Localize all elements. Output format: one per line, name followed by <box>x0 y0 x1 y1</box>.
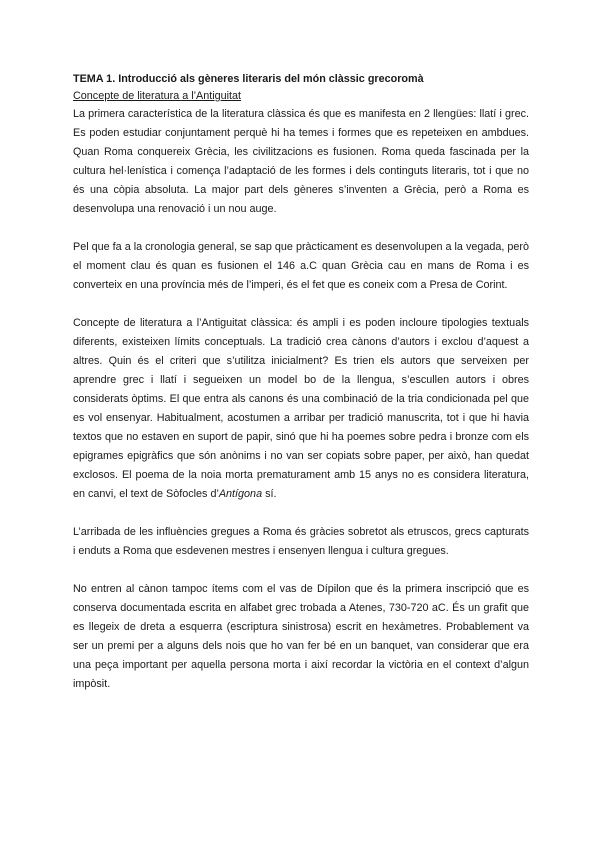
paragraph-gap <box>73 504 529 523</box>
paragraph-languages: La primera característica de la literatura clàssica és que es manifesta en 2 llengües: llatí i grec. Es poden estudiar conjuntament perquè hi ha temes i formes que es repeteixen en ambdues. Quan Roma conquereix Grècia, les civilitzacions es fusionen. Roma queda fascinada per la cultura hel·lenística i comença l’adaptació de les formes i dels continguts literaris, tot i que no és una còpia absoluta. La major part dels gèneres s’inventen a Grècia, però a Roma es desenvolupa una renovació i un nou auge. <box>73 108 529 215</box>
paragraph-gap <box>73 295 529 314</box>
paragraph-gap <box>73 219 529 238</box>
document-page <box>73 71 529 694</box>
document-title: TEMA 1. Introducció als gèneres literaris del món clàssic grecoromà <box>73 73 424 85</box>
paragraph-chronology: Pel que fa a la cronologia general, se sap que pràcticament es desenvolupen a la vegada, però el moment clau és quan es fusionen el 146 a.C quan Grècia cau en mans de Roma i es converteix en una província més de l’imperi, és el fet que es coneix com a Presa de Corint. <box>73 241 529 291</box>
paragraph-influences: L’arribada de les influències gregues a Roma és gràcies sobretot als etruscos, grecs capturats i enduts a Roma que esdevenen mestres i ensenyen llengua i cultura gregues. <box>73 526 529 557</box>
paragraph-gap <box>73 561 529 580</box>
paragraph-concept-text: Concepte de literatura a l’Antiguitat clàssica: és ampli i es poden incloure tipologies textuals diferents, existeixen límits conceptuals. La tradició crea cànons d’autors i exclou d’aquest a altres. Quin és el criteri que s’utilitza inicialment? Es trien els autors que serveixen per aprendre grec i llatí i segueixen un model bo de la llengua, s’escullen autors i obres considerats òptims. El que entra als canons és una combinació de la tria condicionada pel que es vol ensenyar. Habitualment, acostumen a arribar per tradició manuscrita, tot i que hi havia textos que no estaven en suport de papir, sinó que hi ha poemes sobre pedra i bronze com els epigrames epigràfics que són anònims i no van ser copiats sobre paper, per això, han quedat exclosos. El poema de la noia morta prematurament amb 15 anys no es considera literatura, en canvi, el text de Sòfocles d’ <box>73 317 529 500</box>
paragraph-concept-italic: Antígona <box>218 488 263 500</box>
section-subtitle: Concepte de literatura a l’Antiguitat <box>73 90 242 102</box>
paragraph-concept <box>73 314 529 504</box>
paragraph-dipylon: No entren al cànon tampoc ítems com el vas de Dípilon que és la primera inscripció que es conserva documentada escrita en alfabet grec trobada a Atenes, 730-720 aC. És un grafit que es llegeix de dreta a esquerra (escriptura sinistrosa) escrit en hexàmetres. Probablement va ser un premi per a alguns dels nois que ho van fer bé en un banquet, van considerar que era una peça important per aquella persona morta i així recordar la victòria en el context d’algun impòsit. <box>73 583 529 690</box>
paragraph-concept-tail: sí. <box>262 488 277 500</box>
